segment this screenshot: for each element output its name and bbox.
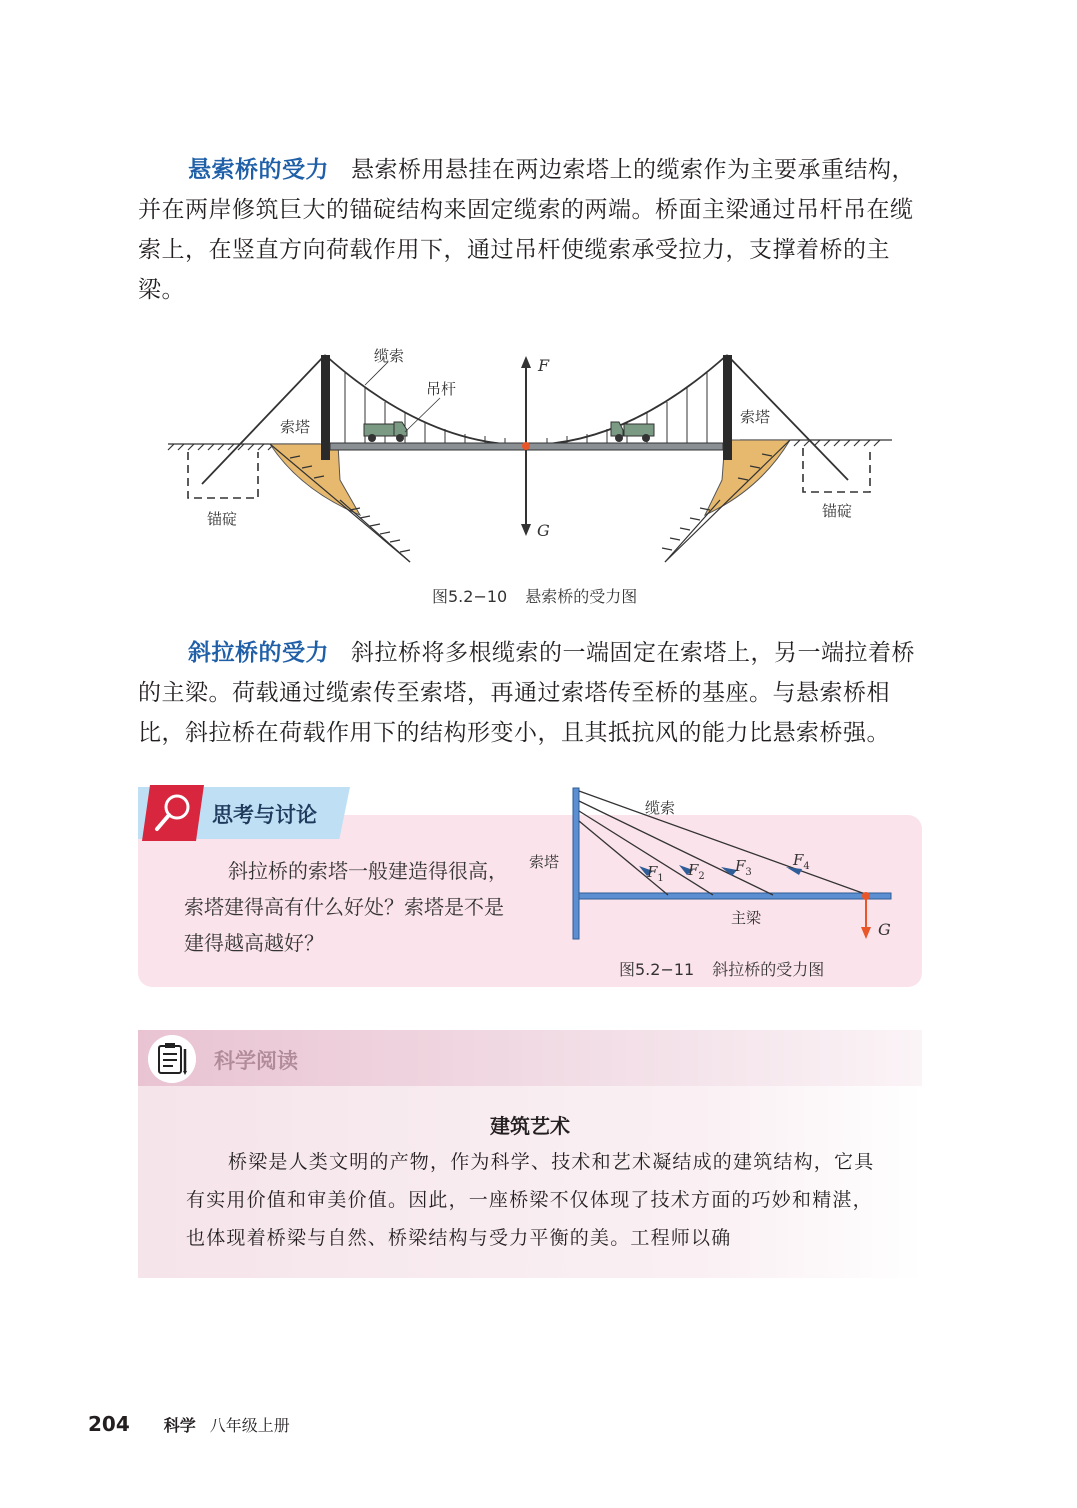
article-text [186, 1143, 886, 1257]
label-main-beam: 主梁 [731, 909, 762, 927]
force-arrowhead-up [521, 356, 531, 368]
magnifier-icon [142, 785, 204, 841]
force-arrowhead-down [521, 524, 531, 536]
label-load-g: G [878, 920, 891, 939]
heading-suspension-bridge: 悬索桥的受力 [188, 157, 329, 183]
main-beam [579, 893, 891, 899]
caption-figure-2-text: 斜拉桥的受力图 [712, 960, 825, 979]
tower-left [321, 355, 330, 460]
paragraph-cable-stayed-bridge [138, 633, 922, 753]
anchor-box-left [188, 452, 258, 498]
figure-suspension-bridge [160, 340, 900, 575]
tower-right [723, 355, 732, 460]
label-anchor-left: 锚碇 [207, 510, 238, 528]
label-stay-tower: 索塔 [529, 853, 560, 871]
text-suspension-bridge: 悬索桥用悬挂在两边索塔上的缆索作为主要承重结构，并在两岸修筑巨大的锚碇结构来固定缆索的两端。桥面主梁通过吊杆吊在缆索上，在竖直方向荷载作用下，通过吊杆使缆索承受拉力，支撑着桥的主梁。 [138, 157, 915, 303]
load-arrowhead [861, 927, 871, 939]
think-discuss-title: 思考与讨论 [212, 803, 317, 827]
heading-cable-stayed-bridge: 斜拉桥的受力 [188, 640, 329, 666]
label-hanger: 吊杆 [426, 380, 457, 398]
label-tower-left: 索塔 [280, 418, 311, 436]
caption-figure-1 [432, 584, 637, 607]
think-discuss-question [184, 853, 514, 961]
think-discuss-question-text: 斜拉桥的索塔一般建造得很高，索塔建得高有什么好处？索塔是不是建得越高越好？ [184, 859, 508, 955]
science-reading-box [138, 1030, 922, 1278]
force-point [522, 442, 530, 450]
caption-figure-1-number: 图5.2−10 [432, 587, 508, 606]
label-force-g: G [537, 521, 550, 540]
abutment-right [705, 440, 790, 515]
label-force-f1: $F_1$ [647, 863, 664, 884]
leader-cable [365, 362, 388, 385]
science-reading-title: 科学阅读 [214, 1049, 298, 1073]
label-force-f2: $F_2$ [688, 861, 705, 882]
caption-figure-2-number: 图5.2−11 [619, 960, 695, 979]
article-text-body: 桥梁是人类文明的产物，作为科学、技术和艺术凝结成的建筑结构，它具有实用价值和审美价值。因此，一座桥梁不仅体现了技术方面的巧妙和精湛，也体现着桥梁与自然、桥梁结构与受力平衡的美。工程师以确 [186, 1151, 875, 1249]
label-force-f: F [538, 356, 550, 375]
clipboard-icon [148, 1035, 196, 1083]
book-grade: 八年级上册 [209, 1416, 290, 1435]
load-point [862, 892, 870, 900]
truck-right-icon [611, 422, 654, 442]
page-footer [88, 1412, 290, 1436]
text-cable-stayed-bridge: 斜拉桥将多根缆索的一端固定在索塔上，另一端拉着桥的主梁。荷载通过缆索传至索塔，再通过索塔传至桥的基座。与悬索桥相比，斜拉桥在荷载作用下的结构形变小，且其抵抗风的能力比悬索桥强。 [138, 640, 915, 746]
stay-cables [579, 791, 868, 895]
bank-left [270, 444, 410, 562]
label-stay-cable: 缆索 [645, 799, 676, 817]
caption-figure-1-text: 悬索桥的受力图 [525, 587, 638, 606]
label-force-f4: $F_4$ [793, 851, 810, 872]
label-anchor-right: 锚碇 [822, 502, 853, 520]
figure-cable-stayed-bridge [523, 785, 918, 950]
anchor-box-right [803, 448, 870, 492]
paragraph-suspension-bridge [138, 150, 922, 310]
label-force-f3: $F_3$ [735, 857, 752, 878]
page-number: 204 [88, 1412, 130, 1436]
article-title: 建筑艺术 [490, 1114, 570, 1138]
book-title: 科学 [163, 1416, 196, 1435]
label-tower-right: 索塔 [740, 408, 771, 426]
caption-figure-2 [619, 957, 824, 980]
stay-tower [573, 788, 579, 939]
label-cable: 缆索 [374, 347, 405, 365]
think-discuss-box [138, 785, 922, 990]
